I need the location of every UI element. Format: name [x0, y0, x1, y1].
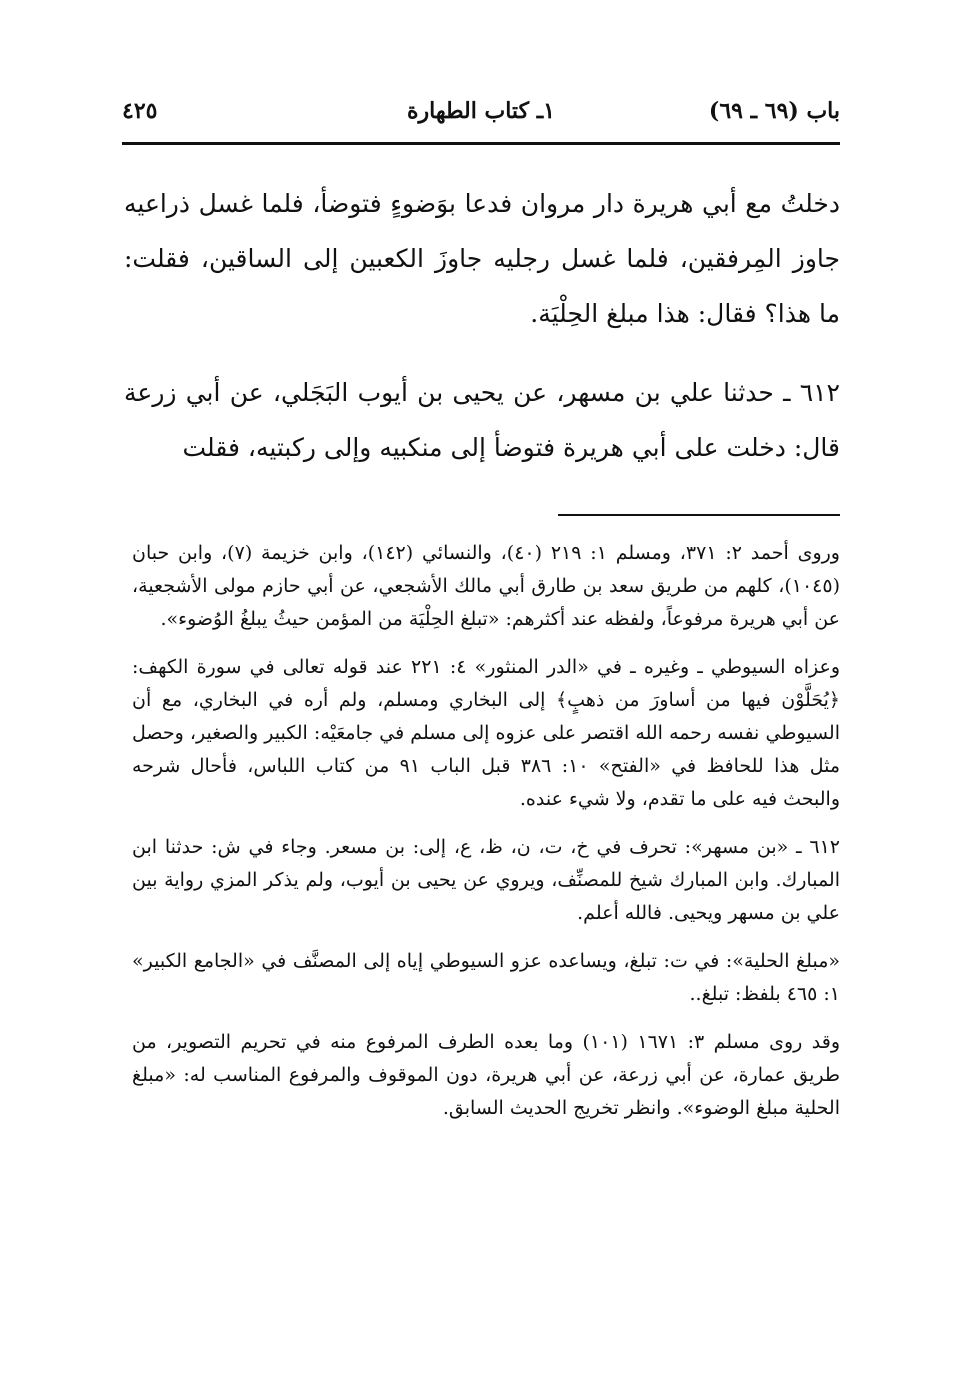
main-text: [124, 176, 840, 475]
footnote-separator: [558, 514, 840, 516]
running-header: [122, 94, 840, 136]
footnote-paragraph: وعزاه السيوطي ـ وغيره ـ في «الدر المنثور» ٤: ٢٢١ عند قوله تعالى في سورة الكهف: ﴿يُحَلَّوْن فيها من أساورَ من ذهبٍ﴾ إلى البخاري ومسلم، ولم أره في البخاري، مع أن السيوطي نفسه رحمه الله اقتصر على عزوه إلى مسلم في جامعَيْه: الكبير والصغير، وحصل مثل هذا للحافظ في «الفتح» ١٠: ٣٨٦ قبل الباب ٩١ من كتاب اللباس، فأحال شرحه والبحث فيه على ما تقدم، ولا شيء عنده.: [132, 656, 840, 810]
footnote-paragraph: «مبلغ الحلية»: في ت: تبلغ، ويساعده عزو السيوطي إياه إلى المصنَّف في «الجامع الكبير» ١: ٤٦٥ بلفظ: تبلغ..: [132, 950, 840, 1005]
book-title: ١ـ كتاب الطهارة: [407, 98, 555, 124]
footnote-paragraph: وقد روى مسلم ٣: ١٦٧١ (١٠١) وما بعده الطرف المرفوع منه في تحريم التصوير، من طريق عمارة، عن أبي زرعة، عن أبي هريرة، دون الموقوف والمرفوع المناسب له: «مبلغ الحلية مبلغ الوضوء». وانظر تخريج الحديث السابق.: [132, 1031, 840, 1119]
page-number: ٤٢٥: [122, 98, 158, 124]
footnotes: [132, 537, 840, 1140]
chapter-heading: باب (٦٩ ـ ٦٩): [708, 98, 840, 124]
main-paragraph-hadith-612: ٦١٢ ـ حدثنا علي بن مسهر، عن يحيى بن أيوب البَجَلي، عن أبي زرعة قال: دخلت على أبي هريرة فتوضأ إلى منكبيه وإلى ركبتيه، فقلت: [124, 378, 840, 462]
header-rule: [122, 142, 840, 145]
main-paragraph: دخلتُ مع أبي هريرة دار مروان فدعا بوَضوءٍ فتوضأ، فلما غسل ذراعيه جاوز المِرفقين، فلما غسل رجليه جاوزَ الكعبين إلى الساقين، فقلت: ما هذا؟ فقال: هذا مبلغ الحِلْيَة.: [124, 189, 840, 328]
footnote-paragraph: ٦١٢ ـ «بن مسهر»: تحرف في خ، ت، ن، ظ، ع، إلى: بن مسعر. وجاء في ش: حدثنا ابن المبارك. وابن المبارك شيخ للمصنِّف، ويروي عن يحيى بن أيوب، ولم يذكر المزي رواية بين علي بن مسهر ويحيى. فالله أعلم.: [132, 836, 840, 924]
footnote-paragraph: وروى أحمد ٢: ٣٧١، ومسلم ١: ٢١٩ (٤٠)، والنسائي (١٤٢)، وابن خزيمة (٧)، وابن حبان (١٠٤٥)، كلهم من طريق سعد بن طارق أبي مالك الأشجعي، عن أبي حازم مولى الأشجعية، عن أبي هريرة مرفوعاً، ولفظه عند أكثرهم: «تبلغ الحِلْيَة من المؤمن حيثُ يبلغُ الوُضوء».: [132, 542, 840, 630]
